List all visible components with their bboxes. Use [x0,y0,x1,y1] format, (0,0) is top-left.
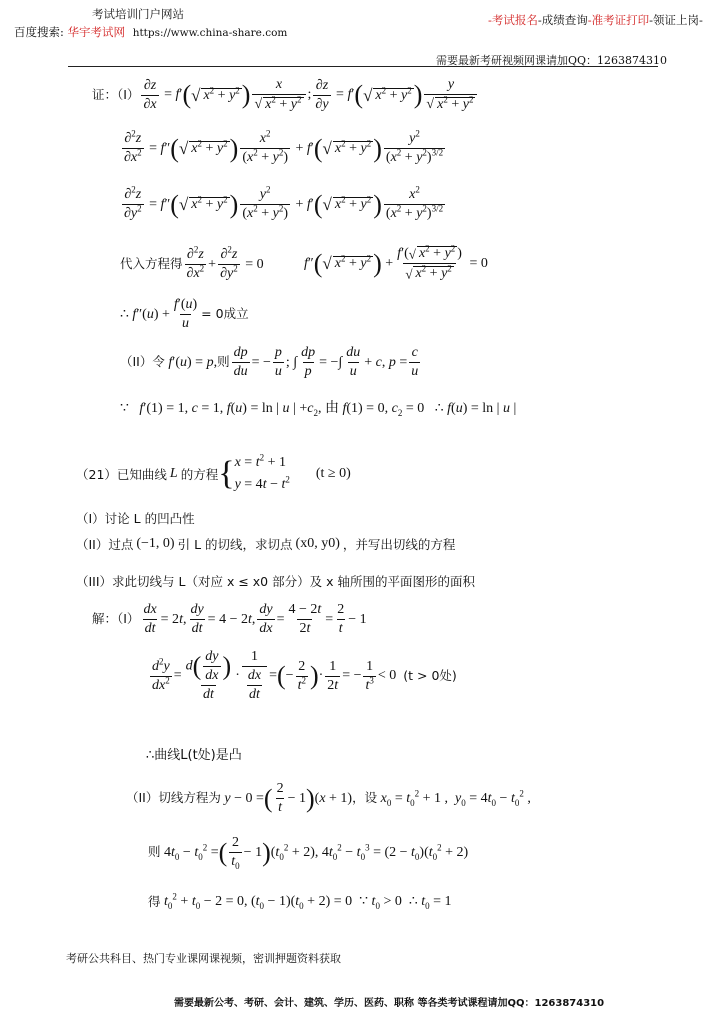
top-nav [488,12,703,28]
formula-solve-t0: 得 $t_0^2 + t_0 - 2 = 0$, $(t_0 - 1)(t_0 + 2) = 0$ ∵ $t_0 > 0$ ∴ $t_0 = 1$ [148,891,452,911]
question-number: （21） [76,467,117,482]
question-text: 已知曲线 [116,467,167,482]
baidu-search-row [14,24,287,40]
site-title: 考试培训门户网站 [92,7,184,21]
site-url[interactable]: https://www.china-share.com [132,27,288,39]
formula-first-partials: 证：（I） $\frac{\partial z}{\partial x}$ = f′ ( √ $x^2 + y^2$ ) $\frac{x}{√ x^2 + y^2}$ ; $\frac{\partial z}{\partial y}$ = f′ ( √ $x^2 + y^2$ ) $\frac{y}{√ x^2 + y^2}$ [92,78,479,112]
nav-link-register[interactable]: -考试报名 [488,13,538,27]
convexity-conclusion: ∴曲线L(t处)是凸 [146,748,242,763]
formula-substitute-result: f″ ( √ $x^2 + y^2$ ) + $\frac{f'(√ x^2 + y^2 )}{√ x^2 + y^2}$ = 0 [304,243,488,282]
q2-tangent-point: (x0, y0) [295,536,340,551]
formula-ode: ∴ f″(u) + $\frac{f'(u)}{u}$ = 0成立 [120,297,249,331]
substitute-label: 代入方程得 [120,256,183,272]
brand-link[interactable]: 华宇考试网 [67,25,126,39]
nav-link-scores[interactable]: -成绩查询 [537,13,588,27]
contact-line: 需要最新考研视频网课请加QQ：1263874310 [436,54,668,67]
tangent-label: （II）切线方程为 [126,790,221,806]
solution-label: 解：（I） [92,611,140,627]
formula-substitute-tangent: 则 $4t_0 - t_0^2$ = ( $\frac{2}{t_0}$ − 1 ) $(t_0^2 + 2)$, $4t_0^2 - t_0^3 = (2 - t_0)(t_0^2 + 2)$ [148,835,469,871]
convexity-note: (t > 0处) [403,667,457,683]
set-text: ，设 [352,790,378,806]
then-text: 则 [148,844,161,860]
header-divider [68,66,658,67]
part2-then: 则 [217,354,230,370]
proof-label: 证：（I） [92,86,140,102]
formula-zxx: $\frac{\partial^2z}{\partial x^2}$ = f″ ( √ $x^2 + y^2$ ) $\frac{x^2}{(x^2 + y^2)}$ + f′ ( √ $x^2 + y^2$ ) $\frac{y^2}{(x^2 + y^2)^{3/2}}$ [124,128,444,165]
footer-banner: 需要最新公考、考研、会计、建筑、学历、医药、职称 等各类考试课程请加QQ：1263874310 [174,998,605,1009]
formula-second-derivative: $\frac{d^2y}{dx^2}$ = d( $\frac{dy}{dx}$ ) dt · $\frac{1}{\frac{dx}{dt}}$ = ( − $\frac{2}{t^2}$ ) · $\frac{1}{2t}$ = − $\frac{1}{t^3}$ < 0 (t > 0处) [152,649,457,702]
holds-text: = 0成立 [201,306,249,322]
q2-mid: 引 L 的切线，求切点 [177,537,293,552]
nav-link-certificate[interactable]: -领证上岗- [649,13,703,27]
part2-label: （II）令 [120,354,165,370]
search-label: 百度搜索: [14,25,64,39]
question-21: （21） 已知曲线 L 的方程 { $x = t^2 + 1$ $y = 4t - t^2$ (t ≥ 0) [76,452,351,492]
formula-part2: （II）令 f′(u) = p, 则 $\frac{dp}{du}$ = − $\frac{p}{u}$ ; ∫ $\frac{dp}{p}$ = −∫ $\frac{du}{u}$ + c, p = $\frac{c}{u}$ [120,345,419,379]
question-condition: (t ≥ 0) [315,466,351,481]
q2-point: (−1, 0) [136,536,175,551]
q2-suffix: ，并写出切线的方程 [342,537,456,552]
formula-substitute: 代入方程得 $\frac{\partial^2z}{\partial x^2}$ + $\frac{\partial^2z}{\partial y^2}$ = 0 [120,244,264,281]
get-text: 得 [148,893,161,909]
subquestion-3: （III）求此切线与 L（对应 x ≤ x0 部分）及 x 轴所围的平面图形的面积 [76,574,475,589]
formula-derivatives: 解：（I） $\frac{dx}{dt}$ = 2t, $\frac{dy}{dt}$ = 4 − 2t, $\frac{dy}{dx}$ = $\frac{4 - 2t}{2t}$ = $\frac{2}{t}$ − 1 [92,602,367,636]
formula-zyy: $\frac{\partial^2z}{\partial y^2}$ = f″ ( √ $x^2 + y^2$ ) $\frac{y^2}{(x^2 + y^2)}$ + f′ ( √ $x^2 + y^2$ ) $\frac{x^2}{(x^2 + y^2)^{3/2}}$ [124,184,444,221]
footer-note: 考研公共科目、热门专业课网课视频，密训押题资料获取 [66,952,341,965]
formula-tangent: （II）切线方程为 y − 0 = ( $\frac{2}{t}$ − 1 ) (x + 1) ，设 $x_0 = t_0^2 + 1$ , $y_0 = 4t_0 - t_0^2$ , [126,781,531,815]
q2-prefix: （II）过点 [76,537,134,552]
subquestion-1: （I）讨论 L 的凹凸性 [76,511,195,526]
question-eq-text: 的方程 [180,467,219,482]
subquestion-2 [76,535,455,553]
formula-part2-result: ∵ f′(1) = 1, c = 1, f(u) = ln | u | $+c_2$, 由 f(1) = 0, $c_2 = 0$ ∴ f(u) = ln | u | [120,401,517,418]
nav-link-admission[interactable]: -准考证打印 [587,13,650,27]
curve-name: L [169,466,178,481]
